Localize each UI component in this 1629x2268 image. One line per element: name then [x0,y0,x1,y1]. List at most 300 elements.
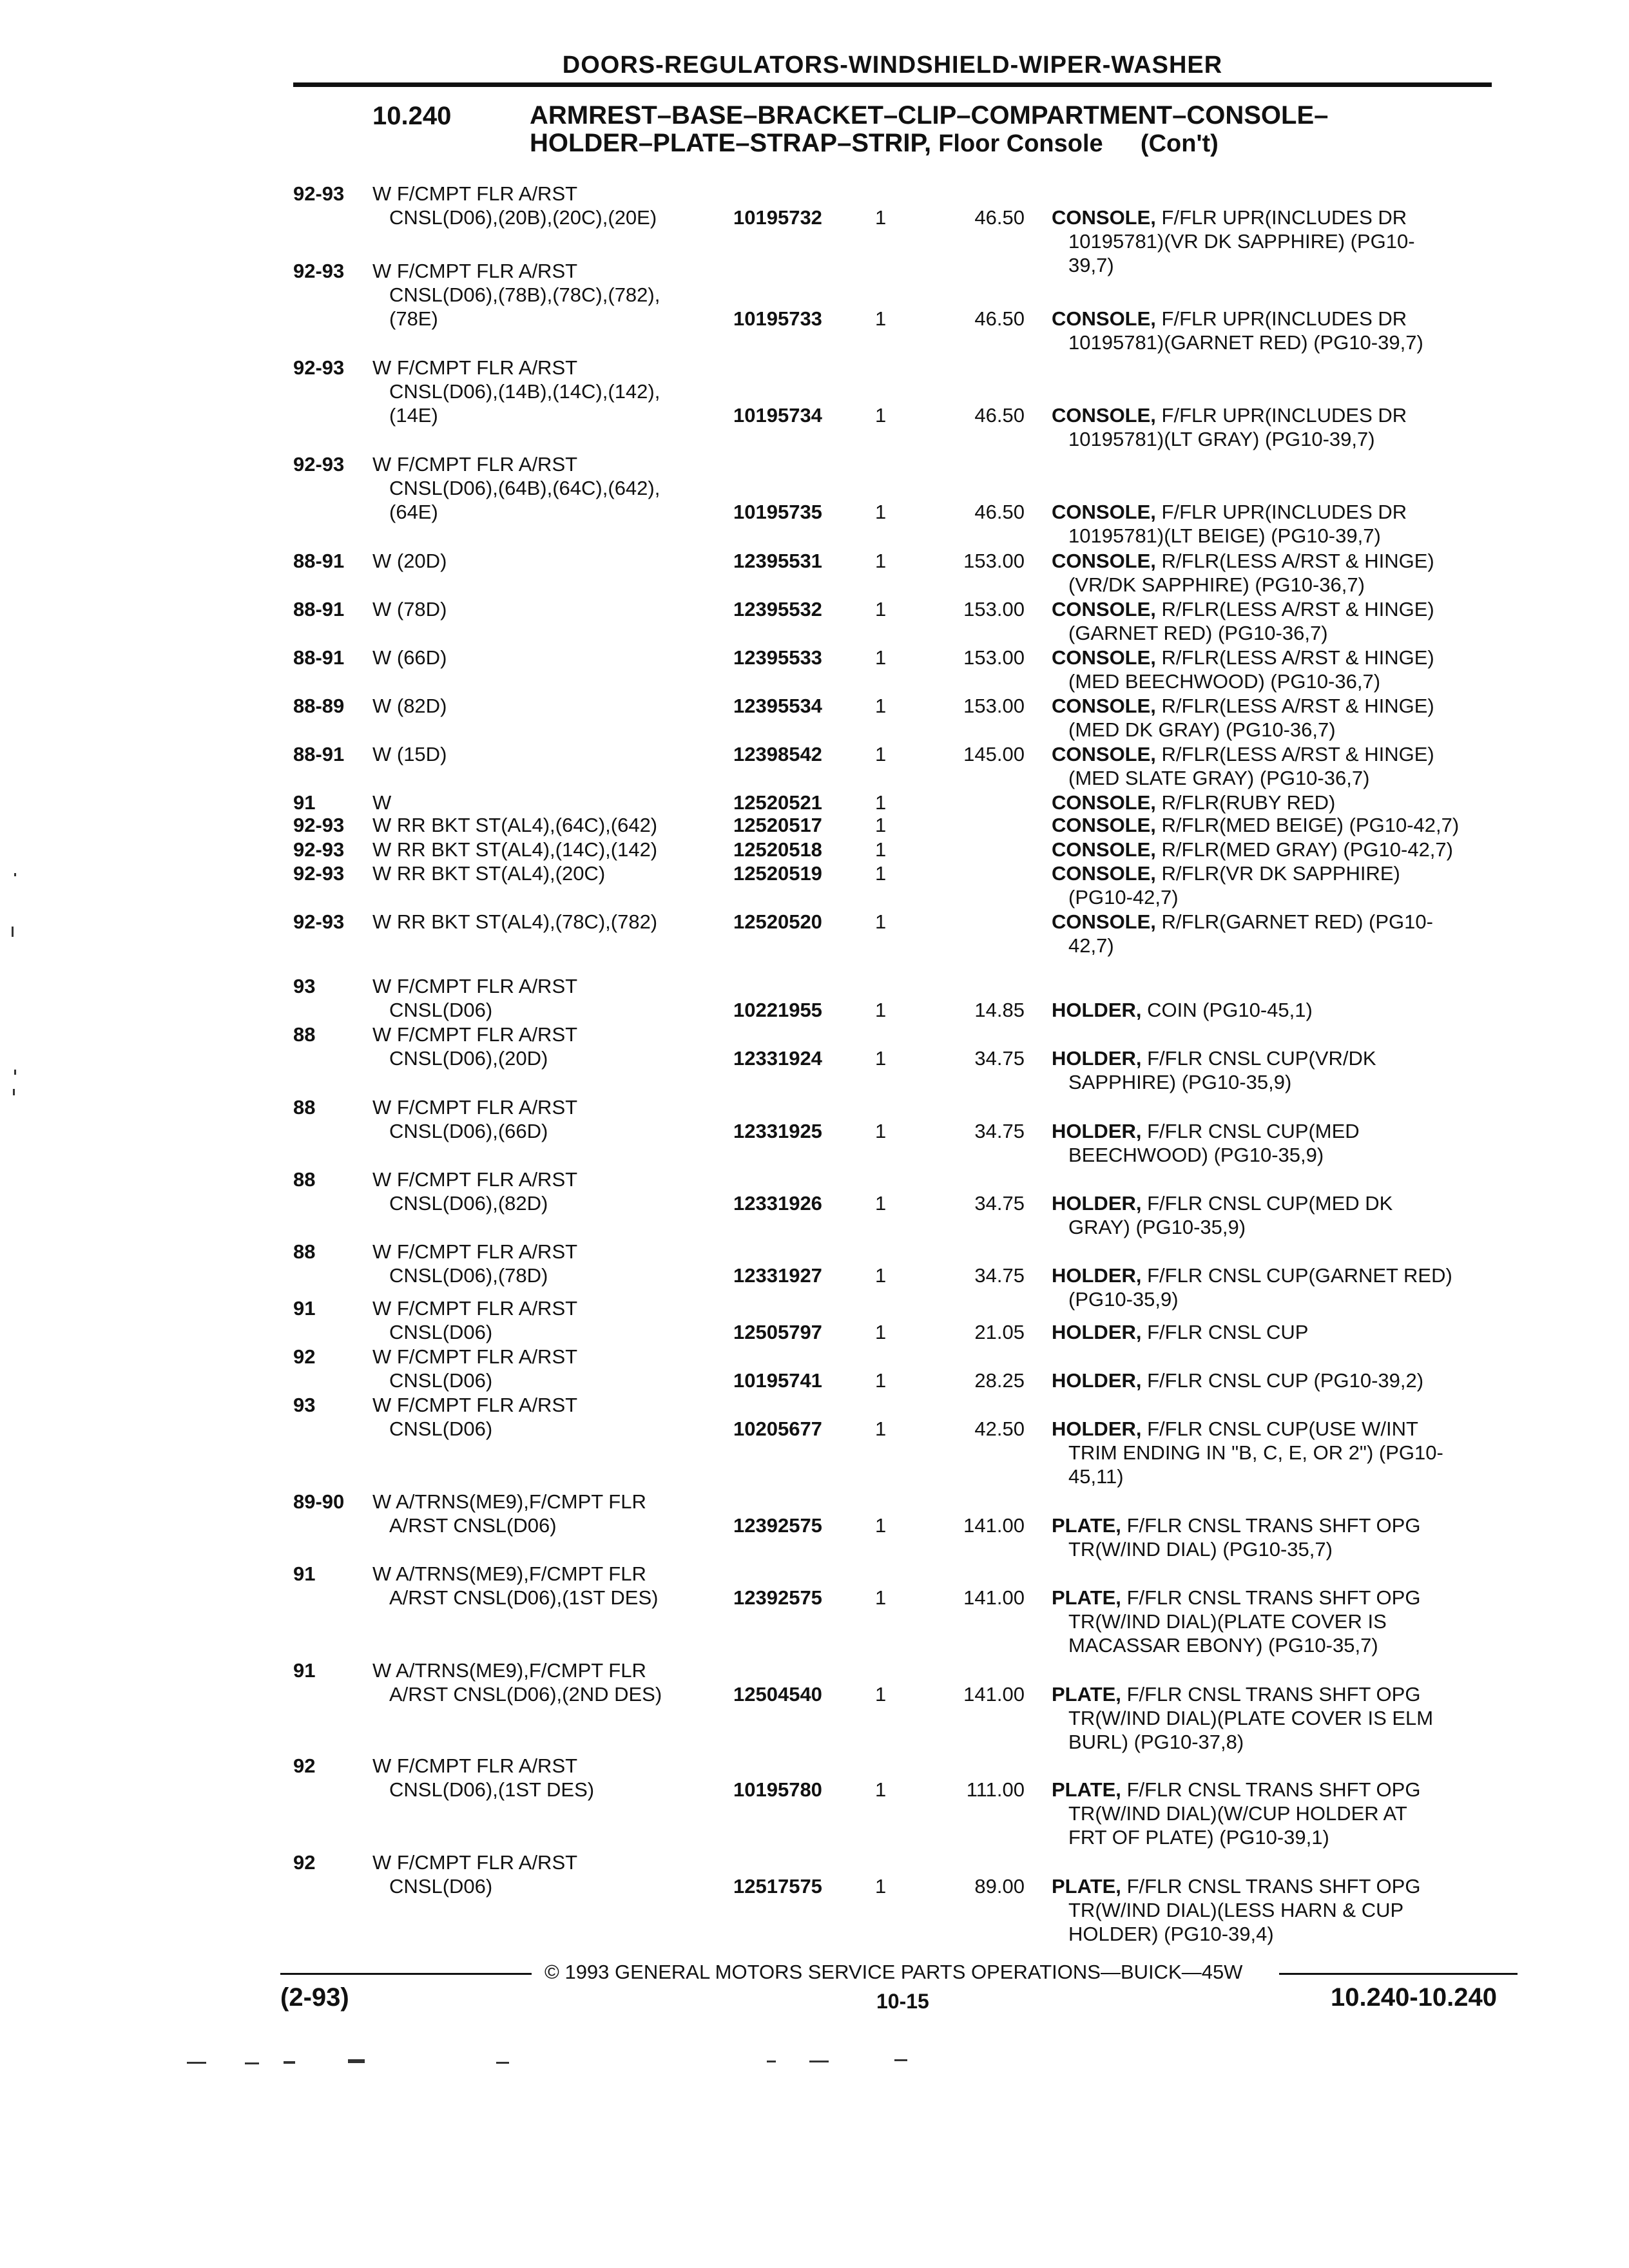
model-year: 92-93 [293,356,345,379]
part-name: CONSOLE, [1052,501,1156,523]
model-year: 92-93 [293,453,345,476]
part-text [1052,1047,1376,1070]
part-number: 12520520 [733,910,822,933]
part-line [1052,1441,1516,1465]
quantity: 1 [875,1264,887,1287]
part-description [1052,500,1516,548]
part-number: 12395533 [733,646,822,669]
usage-line: W RR BKT ST(AL4),(78C),(782) [372,910,658,933]
model-year: 92-93 [293,182,345,205]
usage-line: W F/CMPT FLR A/RST [372,1851,578,1874]
part-text: 10195781)(LT GRAY) (PG10-39,7) [1068,428,1375,450]
usage-line: W F/CMPT FLR A/RST [372,975,578,997]
part-description [1052,307,1516,354]
model-year: 88-91 [293,598,345,620]
section-title-part: HOLDER–PLATE–STRAP–STRIP, [530,129,932,157]
part-line [1052,1898,1516,1922]
usage-line: CNSL(D06),(64B),(64C),(642), [389,477,660,499]
quantity: 1 [875,791,887,814]
quantity: 1 [875,910,887,933]
part-description [1052,1320,1516,1344]
usage-line [372,597,733,621]
part-number: 10195780 [733,1778,822,1801]
part-detail: F/FLR CNSL CUP(MED [1147,1120,1360,1142]
scan-speck [809,2061,829,2062]
part-line [1052,934,1516,957]
usage-line [372,694,733,718]
usage-line [372,1320,733,1344]
usage-line: A/RST CNSL(D06),(1ST DES) [389,1586,659,1609]
part-name: PLATE, [1052,1683,1121,1706]
part-line [1052,573,1516,597]
scan-speck [14,873,16,876]
part-text [1052,1683,1420,1706]
price: 28.25 [974,1369,1025,1392]
part-name: CONSOLE, [1052,695,1156,717]
part-detail: F/FLR CNSL TRANS SHFT OPG [1126,1683,1421,1706]
usage-description [372,974,733,1022]
price: 153.00 [963,550,1025,572]
part-line [1052,1287,1516,1311]
part-detail: F/FLR CNSL CUP (PG10-39,2) [1147,1369,1424,1392]
part-text: 10195781)(GARNET RED) (PG10-39,7) [1068,331,1423,354]
part-line [1052,549,1516,573]
part-line [1052,1778,1516,1802]
part-line [1052,1191,1516,1215]
part-text: 10195781)(LT BEIGE) (PG10-39,7) [1068,524,1381,547]
header-rule [293,82,1492,87]
part-description [1052,998,1516,1022]
part-text [1052,1418,1418,1440]
price: 34.75 [974,1047,1025,1070]
part-line [1052,1046,1516,1070]
usage-line [372,1874,733,1898]
model-year: 88-89 [293,695,345,717]
usage-text: (78E) [389,307,438,330]
usage-text: CNSL(D06),(78D) [389,1264,548,1287]
usage-line: W RR BKT ST(AL4),(64C),(642) [372,814,658,836]
part-text: TR(W/IND DIAL)(PLATE COVER IS [1068,1610,1387,1633]
model-year: 93 [293,1394,316,1416]
usage-description [372,1393,733,1441]
part-detail: F/FLR CNSL CUP [1147,1321,1309,1343]
usage-description [372,861,733,885]
part-text: (MED BEECHWOOD) (PG10-36,7) [1068,670,1381,693]
usage-line: W F/CMPT FLR A/RST [372,1297,578,1320]
part-text: 10195781)(VR DK SAPPHIRE) (PG10- [1068,230,1415,253]
usage-line [372,1119,733,1143]
usage-description [372,1850,733,1898]
part-number: 10195733 [733,307,822,330]
part-line [1052,694,1516,718]
model-year: 92-93 [293,814,345,836]
part-name: CONSOLE, [1052,910,1156,933]
part-detail: F/FLR CNSL TRANS SHFT OPG [1126,1875,1421,1898]
part-text: GRAY) (PG10-35,9) [1068,1216,1246,1238]
part-detail: R/FLR(LESS A/RST & HINGE) [1161,695,1434,717]
footer-rule-left [280,1973,532,1975]
model-year: 89-90 [293,1490,345,1513]
part-detail: R/FLR(GARNET RED) (PG10- [1161,910,1433,933]
part-line [1052,791,1516,814]
quantity: 1 [875,1418,887,1440]
usage-description [372,1658,733,1706]
price: 145.00 [963,743,1025,765]
quantity: 1 [875,1120,887,1142]
part-line [1052,1215,1516,1239]
usage-line: W F/CMPT FLR A/RST [372,356,578,379]
part-line [1052,1514,1516,1537]
model-year: 91 [293,1297,316,1320]
section-title-line-2 [530,130,1490,158]
part-detail: F/FLR CNSL CUP(GARNET RED) [1147,1264,1452,1287]
usage-line: W F/CMPT FLR A/RST [372,1754,578,1777]
quantity: 1 [875,1778,887,1801]
usage-line [372,1514,733,1537]
scan-speck [12,927,14,937]
model-year: 92-93 [293,910,345,933]
usage-text: CNSL(D06),(20D) [389,1047,548,1070]
part-number: 12392575 [733,1586,822,1609]
usage-line: CNSL(D06),(20B),(20C),(20E) [389,206,657,229]
scan-speck [14,1070,16,1075]
usage-line: W F/CMPT FLR A/RST [372,453,578,476]
part-number: 12331926 [733,1192,822,1215]
usage-description [372,791,733,814]
model-year: 92-93 [293,838,345,861]
part-text [1052,1192,1393,1215]
part-number: 10195734 [733,404,822,427]
usage-line [372,998,733,1022]
part-name: CONSOLE, [1052,791,1156,814]
part-line [1052,1730,1516,1754]
part-text: 45,11) [1068,1465,1124,1488]
usage-text: W (20D) [372,550,447,572]
part-text: HOLDER) (PG10-39,4) [1068,1923,1274,1945]
part-text [1052,1120,1360,1142]
usage-line [372,861,733,885]
part-text: (PG10-35,9) [1068,1288,1179,1311]
quantity: 1 [875,1683,887,1706]
part-line [1052,910,1516,934]
quantity: 1 [875,1321,887,1343]
price: 153.00 [963,695,1025,717]
part-line [1052,766,1516,790]
quantity: 1 [875,743,887,765]
model-year: 88 [293,1096,316,1119]
part-number: 10221955 [733,999,822,1021]
part-number: 10195741 [733,1369,822,1392]
part-name: CONSOLE, [1052,550,1156,572]
part-line [1052,1610,1516,1633]
part-description [1052,1586,1516,1657]
part-number: 12331927 [733,1264,822,1287]
part-text [1052,646,1434,669]
part-text: TRIM ENDING IN "B, C, E, OR 2") (PG10- [1068,1441,1443,1464]
part-text: BEECHWOOD) (PG10-35,9) [1068,1144,1324,1166]
part-description [1052,1514,1516,1561]
quantity: 1 [875,598,887,620]
part-number: 12398542 [733,743,822,765]
part-line [1052,998,1516,1022]
part-text [1052,206,1407,229]
part-text [1052,501,1407,523]
part-description [1052,1369,1516,1392]
part-name: CONSOLE, [1052,838,1156,861]
usage-line: W F/CMPT FLR A/RST [372,1023,578,1046]
usage-description [372,694,733,718]
part-description [1052,1874,1516,1946]
model-year: 91 [293,791,316,814]
quantity: 1 [875,1192,887,1215]
part-name: CONSOLE, [1052,206,1156,229]
part-description [1052,206,1516,277]
part-text: 42,7) [1068,934,1114,957]
part-line [1052,403,1516,427]
part-text [1052,862,1400,885]
model-year: 88-91 [293,550,345,572]
quantity: 1 [875,999,887,1021]
part-description [1052,1264,1516,1311]
part-detail: F/FLR CNSL CUP(VR/DK [1147,1047,1376,1070]
usage-description [372,1023,733,1070]
part-detail: F/FLR CNSL CUP(USE W/INT [1147,1418,1418,1440]
section-number: 10.240 [372,102,452,130]
part-description [1052,549,1516,597]
usage-text: W (66D) [372,646,447,669]
part-name: CONSOLE, [1052,646,1156,669]
usage-text: CNSL(D06) [389,1321,493,1343]
part-line [1052,206,1516,229]
part-number: 12395534 [733,695,822,717]
part-line [1052,229,1516,253]
part-name: CONSOLE, [1052,598,1156,620]
quantity: 1 [875,501,887,523]
usage-line [372,307,733,331]
part-description [1052,597,1516,645]
part-text [1052,791,1335,814]
usage-text: CNSL(D06) [389,1369,493,1392]
scan-speck [348,2059,365,2063]
usage-line: W A/TRNS(ME9),F/CMPT FLR [372,1490,646,1513]
quantity: 1 [875,1369,887,1392]
part-name: HOLDER, [1052,1120,1142,1142]
part-text [1052,1514,1420,1537]
part-number: 12395532 [733,598,822,620]
model-year: 91 [293,1659,316,1682]
part-text [1052,838,1453,861]
part-number: 12505797 [733,1321,822,1343]
part-number: 12520518 [733,838,822,861]
part-line [1052,669,1516,693]
usage-line: W F/CMPT FLR A/RST [372,1096,578,1119]
usage-line [372,1417,733,1441]
part-name: HOLDER, [1052,1192,1142,1215]
part-line [1052,1802,1516,1825]
usage-line: A/RST CNSL(D06),(2ND DES) [389,1683,662,1706]
part-name: CONSOLE, [1052,862,1156,885]
part-text: TR(W/IND DIAL)(LESS HARN & CUP [1068,1899,1404,1921]
quantity: 1 [875,206,887,229]
part-text [1052,814,1459,836]
part-name: HOLDER, [1052,1047,1142,1070]
usage-line: W F/CMPT FLR A/RST [372,1345,578,1368]
usage-line [372,1191,733,1215]
price: 46.50 [974,501,1025,523]
quantity: 1 [875,1514,887,1537]
part-text [1052,598,1434,620]
part-text: TR(W/IND DIAL)(PLATE COVER IS ELM [1068,1707,1434,1729]
part-line [1052,524,1516,548]
usage-description [372,259,733,331]
part-description [1052,1191,1516,1239]
usage-text: CNSL(D06),(1ST DES) [389,1778,595,1801]
quantity: 1 [875,646,887,669]
part-line [1052,597,1516,621]
part-number: 12504540 [733,1683,822,1706]
usage-line [372,1369,733,1392]
part-detail: F/FLR CNSL CUP(MED DK [1147,1192,1393,1215]
part-detail: R/FLR(MED GRAY) (PG10-42,7) [1161,838,1453,861]
usage-description [372,452,733,524]
part-description [1052,403,1516,451]
part-number: 12331925 [733,1120,822,1142]
part-line [1052,1633,1516,1657]
model-year: 92 [293,1345,316,1368]
part-line [1052,1682,1516,1706]
footer-rule-right [1279,1973,1518,1975]
usage-text: A/RST CNSL(D06) [389,1514,557,1537]
usage-line: CNSL(D06),(14B),(14C),(142), [389,380,660,403]
usage-text: (64E) [389,501,438,523]
usage-line [372,500,733,524]
usage-line: W F/CMPT FLR A/RST [372,1394,578,1416]
quantity: 1 [875,550,887,572]
usage-description [372,1562,733,1610]
part-line [1052,1119,1516,1143]
part-line [1052,1586,1516,1610]
part-description [1052,1046,1516,1094]
usage-line: W F/CMPT FLR A/RST [372,1168,578,1191]
price: 141.00 [963,1586,1025,1609]
usage-description [372,838,733,861]
part-name: HOLDER, [1052,1264,1142,1287]
part-description [1052,1778,1516,1849]
price: 141.00 [963,1683,1025,1706]
usage-line [372,791,733,814]
section-subtitle: Floor Console [938,130,1103,157]
usage-text: CNSL(D06) [389,1875,493,1898]
part-name: CONSOLE, [1052,307,1156,330]
part-detail: F/FLR CNSL TRANS SHFT OPG [1126,1778,1421,1801]
part-name: HOLDER, [1052,1418,1142,1440]
part-detail: R/FLR(LESS A/RST & HINGE) [1161,646,1434,669]
footer-section-range: 10.240-10.240 [1331,1983,1498,2012]
part-name: CONSOLE, [1052,743,1156,765]
scan-speck [13,1089,15,1095]
part-detail: R/FLR(VR DK SAPPHIRE) [1161,862,1400,885]
usage-description [372,597,733,621]
usage-description [372,1754,733,1802]
usage-text: W (15D) [372,743,447,765]
part-description [1052,646,1516,693]
part-text [1052,999,1313,1021]
scan-speck [767,2061,776,2062]
part-text [1052,1778,1420,1801]
part-description [1052,1417,1516,1488]
model-year: 92-93 [293,260,345,282]
part-description [1052,1682,1516,1754]
page-header-title: DOORS-REGULATORS-WINDSHIELD-WIPER-WASHER [562,52,1223,79]
part-text: 39,7) [1068,254,1114,276]
model-year: 88 [293,1023,316,1046]
part-text [1052,695,1434,717]
part-line [1052,1922,1516,1946]
usage-text: W [372,791,392,814]
part-line [1052,1537,1516,1561]
part-line [1052,1465,1516,1488]
usage-line [372,646,733,669]
quantity: 1 [875,307,887,330]
model-year: 92 [293,1754,316,1777]
price: 111.00 [966,1778,1025,1801]
part-text [1052,404,1407,427]
part-line [1052,1825,1516,1849]
section-title-line-1: ARMREST–BASE–BRACKET–CLIP–COMPARTMENT–CONSOLE– [530,101,1329,130]
part-text: FRT OF PLATE) (PG10-39,1) [1068,1826,1329,1849]
part-text [1052,1875,1420,1898]
footer-date-code: (2-93) [280,1983,349,2012]
usage-description [372,742,733,766]
usage-line [372,1264,733,1287]
usage-description [372,1168,733,1215]
part-number: 12517575 [733,1875,822,1898]
part-line [1052,718,1516,742]
part-text: MACASSAR EBONY) (PG10-35,7) [1068,1634,1378,1657]
usage-text: CNSL(D06),(82D) [389,1192,548,1215]
model-year: 92-93 [293,862,345,885]
part-line [1052,813,1516,837]
part-detail: R/FLR(RUBY RED) [1161,791,1336,814]
price: 34.75 [974,1264,1025,1287]
part-description [1052,791,1516,814]
price: 42.50 [974,1418,1025,1440]
part-number: 10205677 [733,1418,822,1440]
usage-line: W F/CMPT FLR A/RST [372,260,578,282]
part-line [1052,1369,1516,1392]
footer-page-number: 10-15 [876,1990,929,2013]
usage-line [372,742,733,766]
part-name: HOLDER, [1052,1321,1142,1343]
usage-text: CNSL(D06) [389,1418,493,1440]
usage-text: W (82D) [372,695,447,717]
usage-line: CNSL(D06),(78B),(78C),(782), [389,284,660,306]
part-name: PLATE, [1052,1514,1121,1537]
part-line [1052,1874,1516,1898]
quantity: 1 [875,838,887,861]
model-year: 88-91 [293,646,345,669]
footer-copyright: © 1993 GENERAL MOTORS SERVICE PARTS OPERATIONS—BUICK—45W [545,1961,1243,1983]
price: 46.50 [974,404,1025,427]
model-year: 93 [293,975,316,997]
part-detail: F/FLR UPR(INCLUDES DR [1161,307,1407,330]
usage-description [372,1095,733,1143]
quantity: 1 [875,814,887,836]
part-line [1052,331,1516,354]
quantity: 1 [875,1875,887,1898]
part-detail: F/FLR CNSL TRANS SHFT OPG [1126,1586,1421,1609]
scan-speck [245,2062,259,2064]
